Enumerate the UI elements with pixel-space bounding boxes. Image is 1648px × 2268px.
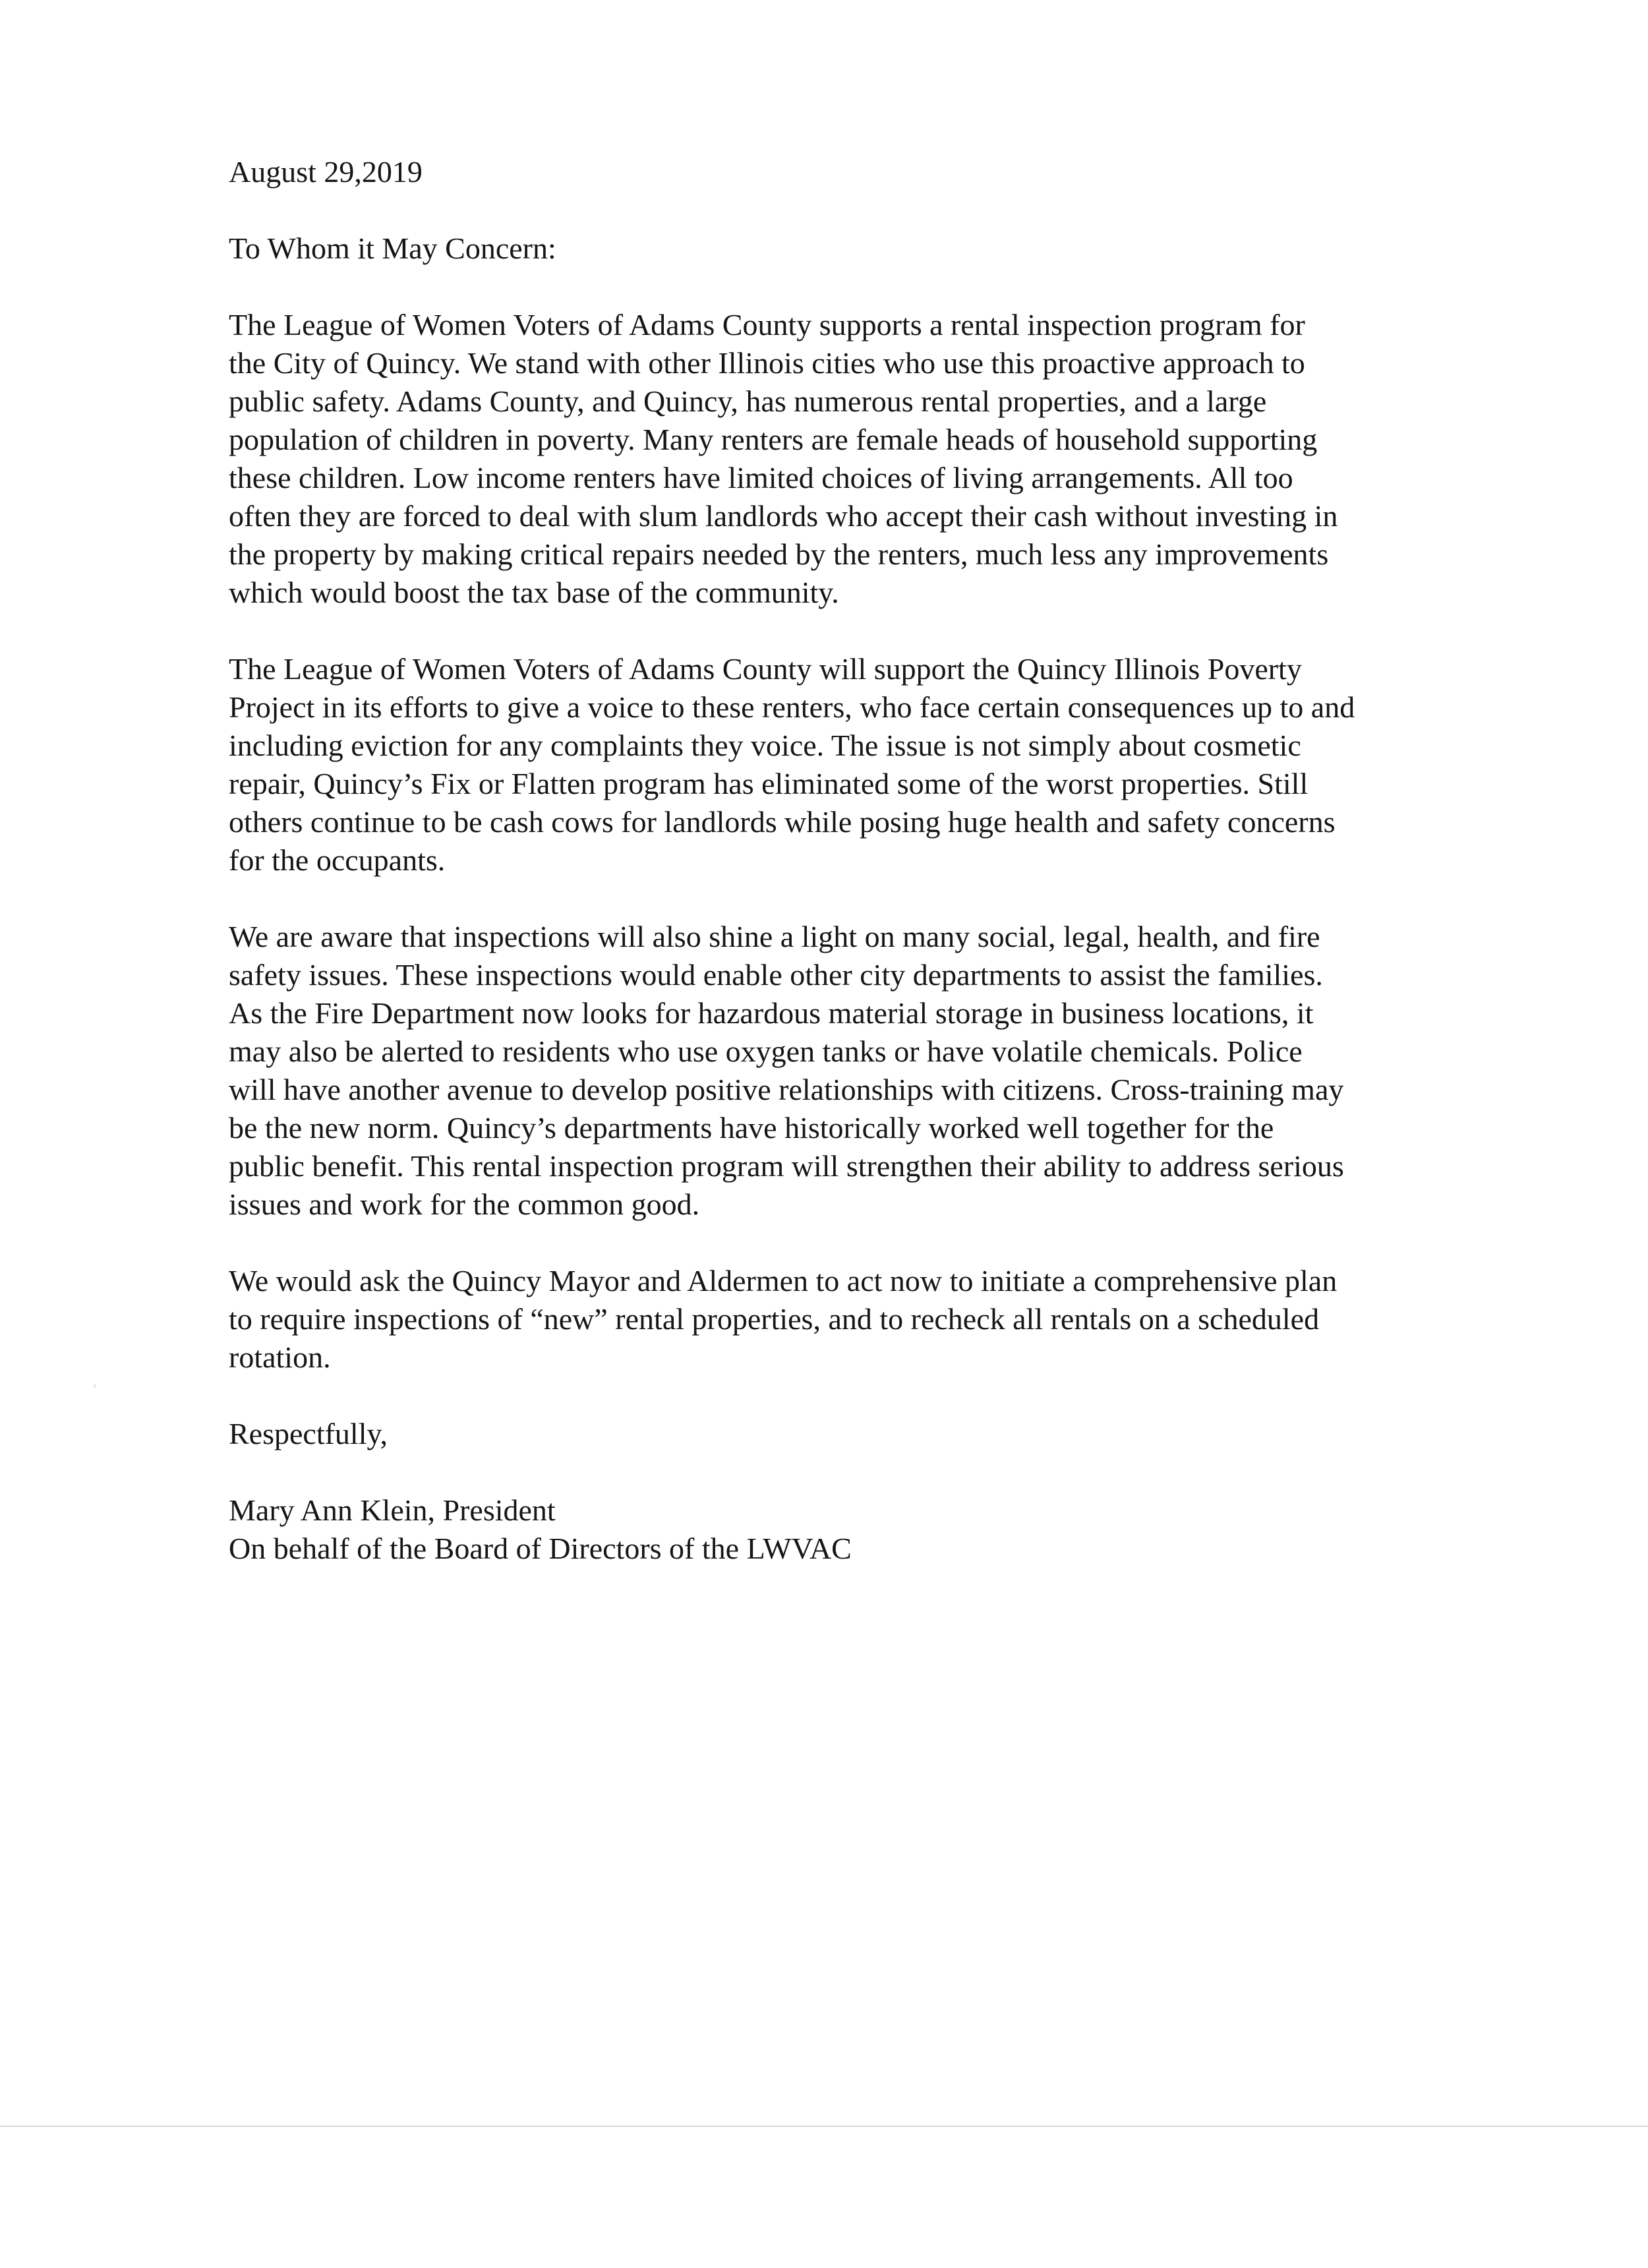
paragraph-line: to require inspections of “new” rental properties, and to recheck all rentals on a scheduled: [229, 1302, 1320, 1336]
paragraph-line: rotation.: [229, 1340, 331, 1374]
paragraph-inspections-benefits: [229, 918, 1422, 1224]
paragraph-line: The League of Women Voters of Adams County will support the Quincy Illinois Poverty: [229, 652, 1302, 686]
paragraph-line: We are aware that inspections will also shine a light on many social, legal, health, and fire: [229, 920, 1320, 953]
paragraph-line: for the occupants.: [229, 843, 446, 877]
paragraph-line: the City of Quincy. We stand with other Illinois cities who use this proactive approach to: [229, 346, 1305, 380]
letter-date: August 29,2019: [229, 155, 423, 189]
paragraph-line: be the new norm. Quincy’s departments have historically worked well together for the: [229, 1111, 1274, 1145]
paragraph-support-program: [229, 306, 1422, 612]
signer-organization: On behalf of the Board of Directors of the LWVAC: [229, 1532, 852, 1565]
scan-speck: [94, 1385, 96, 1388]
signer-name-title: Mary Ann Klein, President: [229, 1493, 556, 1527]
paragraph-line: the property by making critical repairs needed by the renters, much less any improvements: [229, 537, 1329, 571]
paragraph-line: safety issues. These inspections would enable other city departments to assist the families.: [229, 958, 1323, 992]
paragraph-line: The League of Women Voters of Adams County supports a rental inspection program for: [229, 308, 1305, 342]
paragraph-line: these children. Low income renters have limited choices of living arrangements. All too: [229, 461, 1293, 494]
letter-closing: Respectfully,: [229, 1417, 388, 1450]
paragraph-line: issues and work for the common good.: [229, 1187, 700, 1221]
paragraph-line: which would boost the tax base of the community.: [229, 576, 839, 609]
paragraph-line: may also be alerted to residents who use oxygen tanks or have volatile chemicals. Police: [229, 1034, 1303, 1068]
paragraph-poverty-project: [229, 650, 1422, 880]
letter-body: [229, 153, 1422, 1568]
paragraph-call-to-action: [229, 1262, 1422, 1377]
paragraph-line: Project in its efforts to give a voice to these renters, who face certain consequences up to and: [229, 690, 1355, 724]
letter-greeting: To Whom it May Concern:: [229, 231, 556, 265]
scan-footer-line: [0, 2126, 1648, 2127]
paragraph-line: public safety. Adams County, and Quincy, has numerous rental properties, and a large: [229, 384, 1267, 418]
paragraph-line: As the Fire Department now looks for hazardous material storage in business locations, it: [229, 996, 1314, 1030]
paragraph-line: public benefit. This rental inspection program will strengthen their ability to address serious: [229, 1149, 1344, 1183]
paragraph-line: will have another avenue to develop positive relationships with citizens. Cross-training may: [229, 1073, 1344, 1106]
paragraph-line: others continue to be cash cows for landlords while posing huge health and safety concerns: [229, 805, 1336, 839]
paragraph-line: repair, Quincy’s Fix or Flatten program has eliminated some of the worst properties. Still: [229, 767, 1309, 800]
paragraph-line: population of children in poverty. Many renters are female heads of household supporting: [229, 423, 1318, 456]
paragraph-line: often they are forced to deal with slum landlords who accept their cash without investing in: [229, 499, 1338, 533]
paragraph-line: We would ask the Quincy Mayor and Aldermen to act now to initiate a comprehensive plan: [229, 1264, 1338, 1298]
paragraph-line: including eviction for any complaints they voice. The issue is not simply about cosmetic: [229, 729, 1301, 762]
signature-block: [229, 1491, 1422, 1568]
